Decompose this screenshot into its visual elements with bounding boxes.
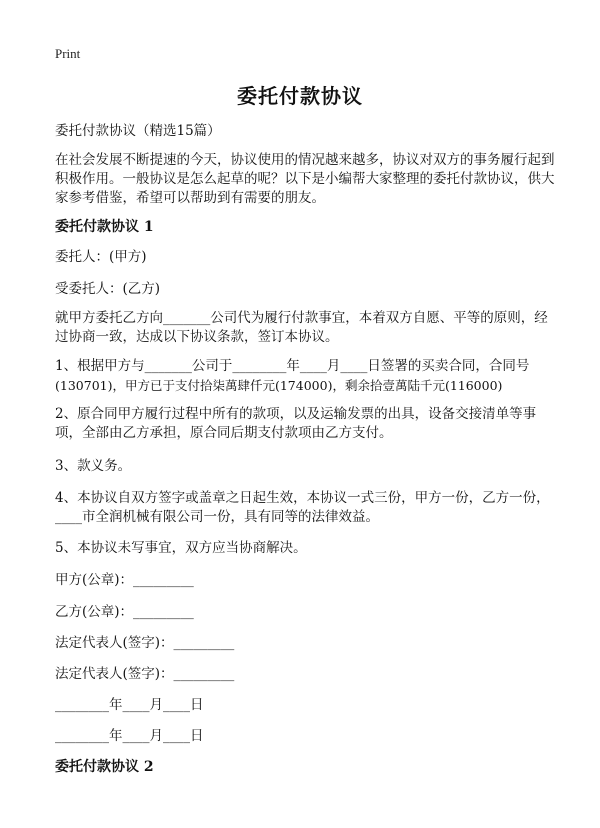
clause-4: 4、本协议自双方签字或盖章之日起生效，本协议一式三份，甲方一份，乙方一份，____市全润机械有限公司一份，具有同等的法律效益。 <box>55 490 550 525</box>
print-link[interactable]: Print <box>55 46 81 61</box>
clause-2: 2、原合同甲方履行过程中所有的款项，以及运输发票的出具，设备交接清单等事项，全部由乙方承担，原合同后期支付款项由乙方支付。 <box>55 406 537 441</box>
document-title: 委托付款协议 <box>237 84 363 108</box>
section-heading-2: 委托付款协议 2 <box>55 759 154 775</box>
clause-5: 5、本协议未写事宜，双方应当协商解决。 <box>55 540 307 556</box>
clause-1-line-2: (130701)，甲方已于支付拾柒萬肆仟元(174000)，剩余拾壹萬陆千元(116000) <box>55 378 503 393</box>
clause-1 <box>55 357 560 395</box>
legal-rep-a-line: 法定代表人(签字)：_________ <box>55 635 235 651</box>
document-subtitle: 委托付款协议（精选15篇） <box>55 123 221 139</box>
party-b-line: 受委托人：(乙方) <box>55 281 161 297</box>
preamble-paragraph: 就甲方委托乙方向_______公司代为履行付款事宜，本着双方自愿、平等的原则，经过协商一致，达成以下协议条款，签订本协议。 <box>55 310 548 345</box>
section-heading-1: 委托付款协议 1 <box>55 219 154 235</box>
legal-rep-b-line: 法定代表人(签字)：_________ <box>55 666 235 682</box>
intro-paragraph: 在社会发展不断提速的今天，协议使用的情况越来越多，协议对双方的事务履行起到积极作用。一般协议是怎么起草的呢？以下是小编帮大家整理的委托付款协议，供大家参考借鉴，希望可以帮助到有需要的朋友。 <box>55 152 555 206</box>
date-line-a: ________年____月____日 <box>55 697 204 713</box>
clause-1-line-1: 1、根据甲方与_______公司于________年____月____日签署的买卖合同，合同号 <box>55 358 530 374</box>
party-a-seal-line: 甲方(公章)：_________ <box>55 572 194 588</box>
party-a-line: 委托人：(甲方) <box>55 249 147 265</box>
date-line-b: ________年____月____日 <box>55 728 204 744</box>
clause-3: 3、款义务。 <box>55 458 132 474</box>
party-b-seal-line: 乙方(公章)：_________ <box>55 604 194 620</box>
